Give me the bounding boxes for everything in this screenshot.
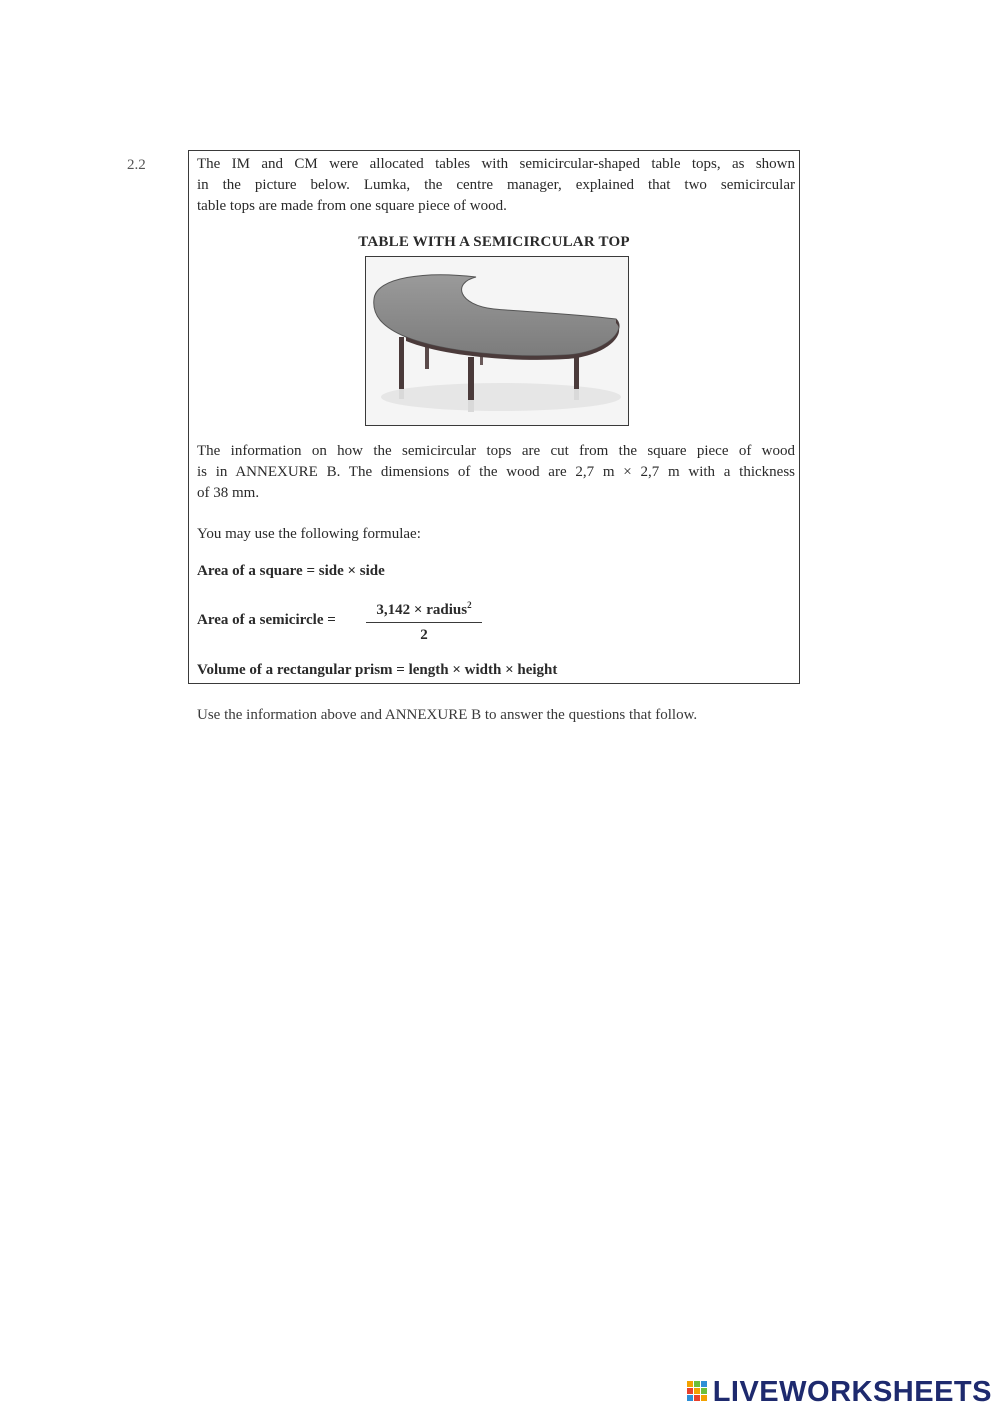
info-line-3: of 38 mm. xyxy=(197,485,260,501)
formula-area-square: Area of a square = side × side xyxy=(197,563,385,579)
figure-title: TABLE WITH A SEMICIRCULAR TOP xyxy=(358,234,630,250)
semicircular-table-illustration xyxy=(366,257,627,424)
question-number: 2.2 xyxy=(127,157,146,173)
liveworksheets-logo-icon xyxy=(687,1379,709,1407)
intro-line-1: The IM and CM were allocated tables with semicircular-shaped table tops, as shown xyxy=(197,156,795,172)
info-line-2: is in ANNEXURE B. The dimensions of the wood are 2,7 m × 2,7 m with a thickness xyxy=(197,464,795,480)
table-photo xyxy=(365,256,629,426)
liveworksheets-wordmark: LIVEWORKSHEETS xyxy=(712,1376,992,1408)
formula-semicircle-label: Area of a semicircle = xyxy=(197,612,336,628)
intro-line-2: in the picture below. Lumka, the centre manager, explained that two semicircular xyxy=(197,177,795,193)
followup-instruction: Use the information above and ANNEXURE B to answer the questions that follow. xyxy=(197,707,698,723)
intro-line-3: table tops are made from one square piece of wood. xyxy=(197,198,507,214)
formulae-intro: You may use the following formulae: xyxy=(197,526,421,542)
info-line-1: The information on how the semicircular tops are cut from the square piece of wood xyxy=(197,443,795,459)
info-paragraph xyxy=(197,441,795,504)
formula-volume-prism: Volume of a rectangular prism = length × width × height xyxy=(197,662,558,678)
fraction-numerator xyxy=(366,600,482,623)
liveworksheets-brand[interactable] xyxy=(687,1376,992,1409)
numerator-exponent: 2 xyxy=(467,600,472,610)
numerator-text: 3,142 × radius xyxy=(376,602,468,618)
intro-paragraph xyxy=(197,154,795,217)
formula-semicircle-fraction xyxy=(366,600,482,644)
fraction-denominator: 2 xyxy=(420,627,428,643)
